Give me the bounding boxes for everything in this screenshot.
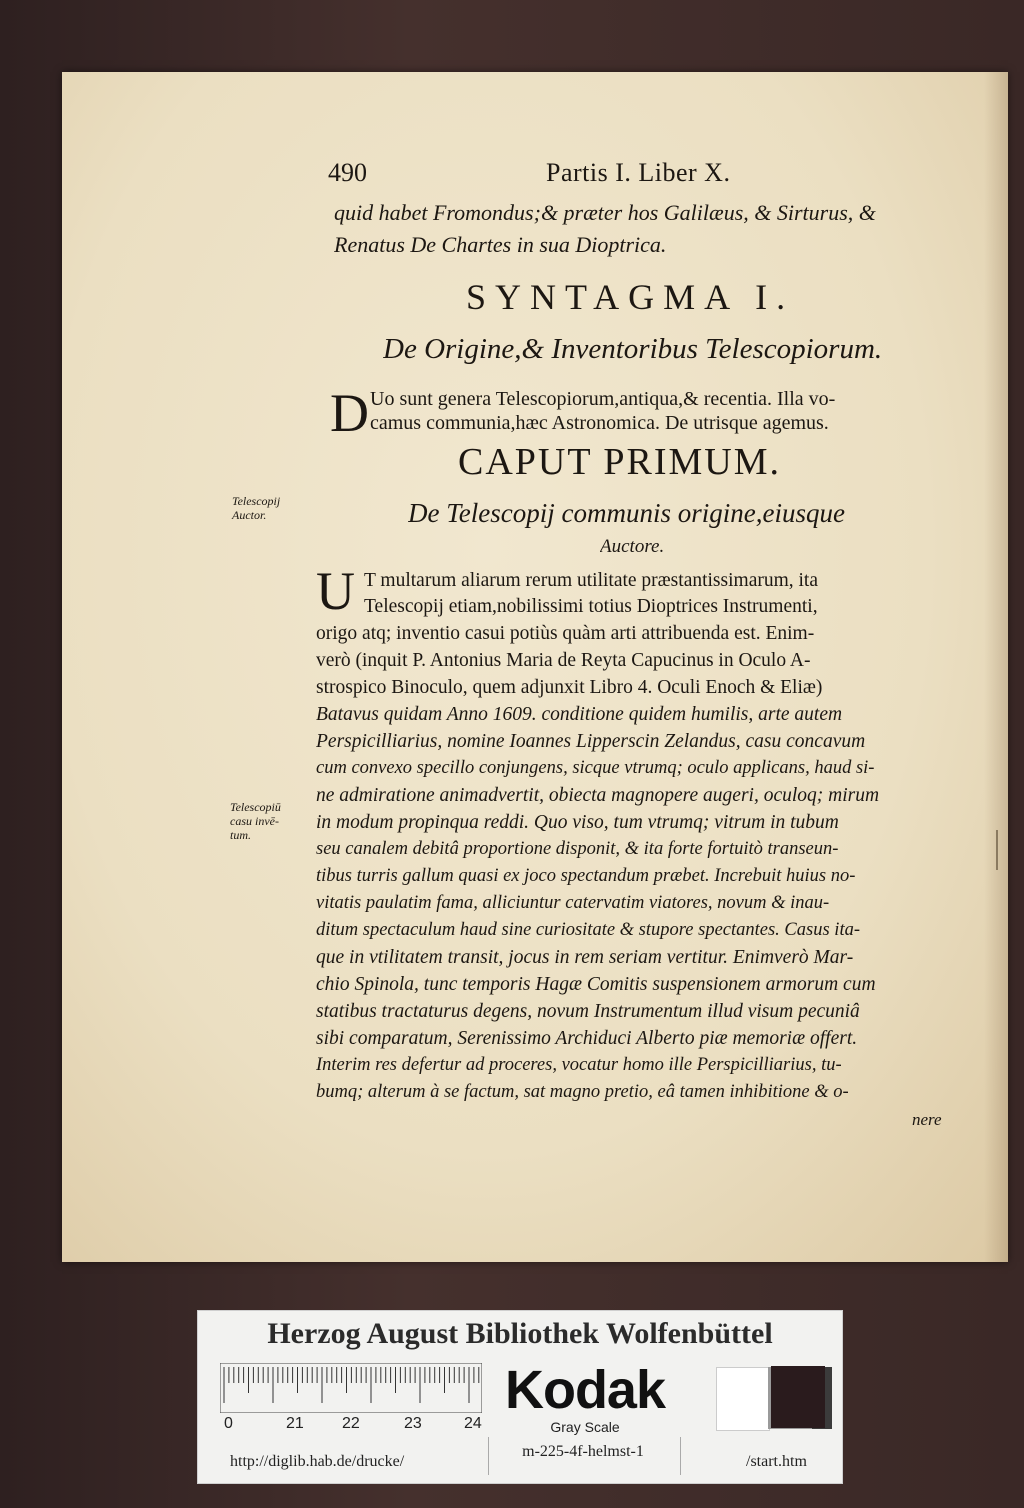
paragraph-line: chio Spinola, tunc temporis Hagæ Comitis suspensionem armorum cum	[316, 974, 876, 995]
url-prefix: http://diglib.hab.de/drucke/	[230, 1453, 405, 1470]
paragraph-line: vitatis paulatim fama, alliciuntur catervatim viatores, novum & inau-	[316, 893, 830, 913]
paragraph-line: Uo sunt genera Telescopiorum,antiqua,& recentia. Illa vo-	[370, 388, 836, 410]
paragraph-line: seu canalem debitâ proportione disponit, & ita forte fortuitò transeun-	[316, 839, 839, 859]
margin-note-auctor	[232, 494, 280, 522]
paragraph-line: Perspicilliarius, nomine Ioannes Lipperscin Zelandus, casu concavum	[316, 731, 866, 752]
ruler-label: 0	[224, 1415, 233, 1432]
ruler-scale	[220, 1363, 482, 1413]
paragraph-line: que in vtilitatem transit, jocus in rem seriam vertitur. Enimverò Mar-	[316, 947, 854, 968]
paragraph-line: Telescopij etiam,nobilissimi totius Dioptrices Instrumenti,	[364, 596, 818, 617]
margin-note-casu	[230, 800, 281, 842]
paragraph-line: statibus tractaturus degens, novum Instrumentum illud visum pecuniâ	[316, 1001, 860, 1022]
margin-note-line: casu invē-	[230, 814, 279, 828]
running-header	[328, 158, 788, 194]
ruler-label: 22	[342, 1415, 360, 1432]
paragraph-line: sibi comparatum, Serenissimo Archiduci Alberto piæ memoriæ offert.	[316, 1028, 858, 1049]
dropcap-u: U	[316, 561, 355, 621]
dropcap-d: D	[330, 383, 369, 443]
gray-scale-label: Gray Scale	[550, 1419, 620, 1435]
paragraph-line: strospico Binoculo, quem adjunxit Libro 4. Oculi Enoch & Eliæ)	[316, 677, 823, 698]
paragraph-line: bumq; alterum à se factum, sat magno pretio, eâ tamen inhibitione & o-	[316, 1082, 849, 1102]
shelfmark-code: m-225-4f-helmst-1	[522, 1443, 644, 1460]
ruler-label: 24	[464, 1415, 482, 1432]
paragraph-line: cum convexo specillo conjungens, sicque vtrumq; oculo applicans, haud si-	[316, 758, 875, 778]
intro-line: Renatus De Chartes in sua Dioptrica.	[334, 232, 667, 257]
color-target-card	[197, 1310, 843, 1484]
page-edge-shadow	[984, 72, 1008, 1262]
intro-line: quid habet Fromondus;& præter hos Galilæus, & Sirturus, &	[334, 200, 876, 225]
paragraph-line: in modum propinqua reddi. Quo viso, tum vtrumq; vitrum in tubum	[316, 812, 839, 833]
paragraph-line: Interim res defertur ad proceres, vocatur homo ille Perspicilliarius, tu-	[316, 1055, 842, 1075]
catchword: nere	[912, 1110, 942, 1129]
margin-note-line: Telescopiū	[230, 800, 281, 814]
black-swatch	[771, 1366, 825, 1428]
caput-title-continued: Auctore.	[600, 536, 665, 557]
paragraph-line: camus communia,hæc Astronomica. De utrisque agemus.	[370, 412, 829, 434]
ruler-label: 23	[404, 1415, 422, 1432]
white-swatch	[716, 1367, 770, 1431]
caput-heading: CAPUT PRIMUM.	[458, 441, 782, 483]
syntagma-heading: SYNTAGMA I.	[466, 277, 795, 317]
page-margin-mark	[996, 830, 998, 870]
card-divider	[488, 1437, 489, 1475]
paragraph-line: verò (inquit P. Antonius Maria de Reyta Capucinus in Oculo A-	[316, 650, 811, 671]
running-head-title: Partis I. Liber X.	[546, 158, 731, 187]
paragraph-line: Batavus quidam Anno 1609. conditione quidem humilis, arte autem	[316, 704, 843, 725]
caput-title: De Telescopij communis origine,eiusque	[408, 498, 845, 528]
library-name: Herzog August Bibliothek Wolfenbüttel	[267, 1317, 773, 1350]
paragraph-line: T multarum aliarum rerum utilitate præstantissimarum, ita	[364, 570, 819, 591]
paragraph-line: ne admiratione animadvertit, obiecta magnopere augeri, oculoq; mirum	[316, 785, 880, 806]
card-divider	[680, 1437, 681, 1475]
kodak-logo: Kodak	[504, 1360, 666, 1420]
paragraph-line: origo atq; inventio casui potiùs quàm arti attribuenda est. Enim-	[316, 623, 815, 644]
ruler-label: 21	[286, 1415, 304, 1432]
margin-note-line: Auctor.	[232, 508, 267, 522]
page-number: 490	[328, 158, 367, 187]
paragraph-line: tibus turris gallum quasi ex joco spectandum præbet. Increbuit huius no-	[316, 866, 856, 886]
margin-note-line: tum.	[230, 828, 251, 842]
url-suffix: /start.htm	[746, 1453, 807, 1470]
margin-note-line: Telescopij	[232, 494, 281, 508]
ruler-labels	[220, 1415, 490, 1435]
paragraph-line: ditum spectaculum haud sine curiositate & stupore spectantes. Casus ita-	[316, 920, 860, 940]
syntagma-subtitle: De Origine,& Inventoribus Telescopiorum.	[383, 333, 883, 365]
